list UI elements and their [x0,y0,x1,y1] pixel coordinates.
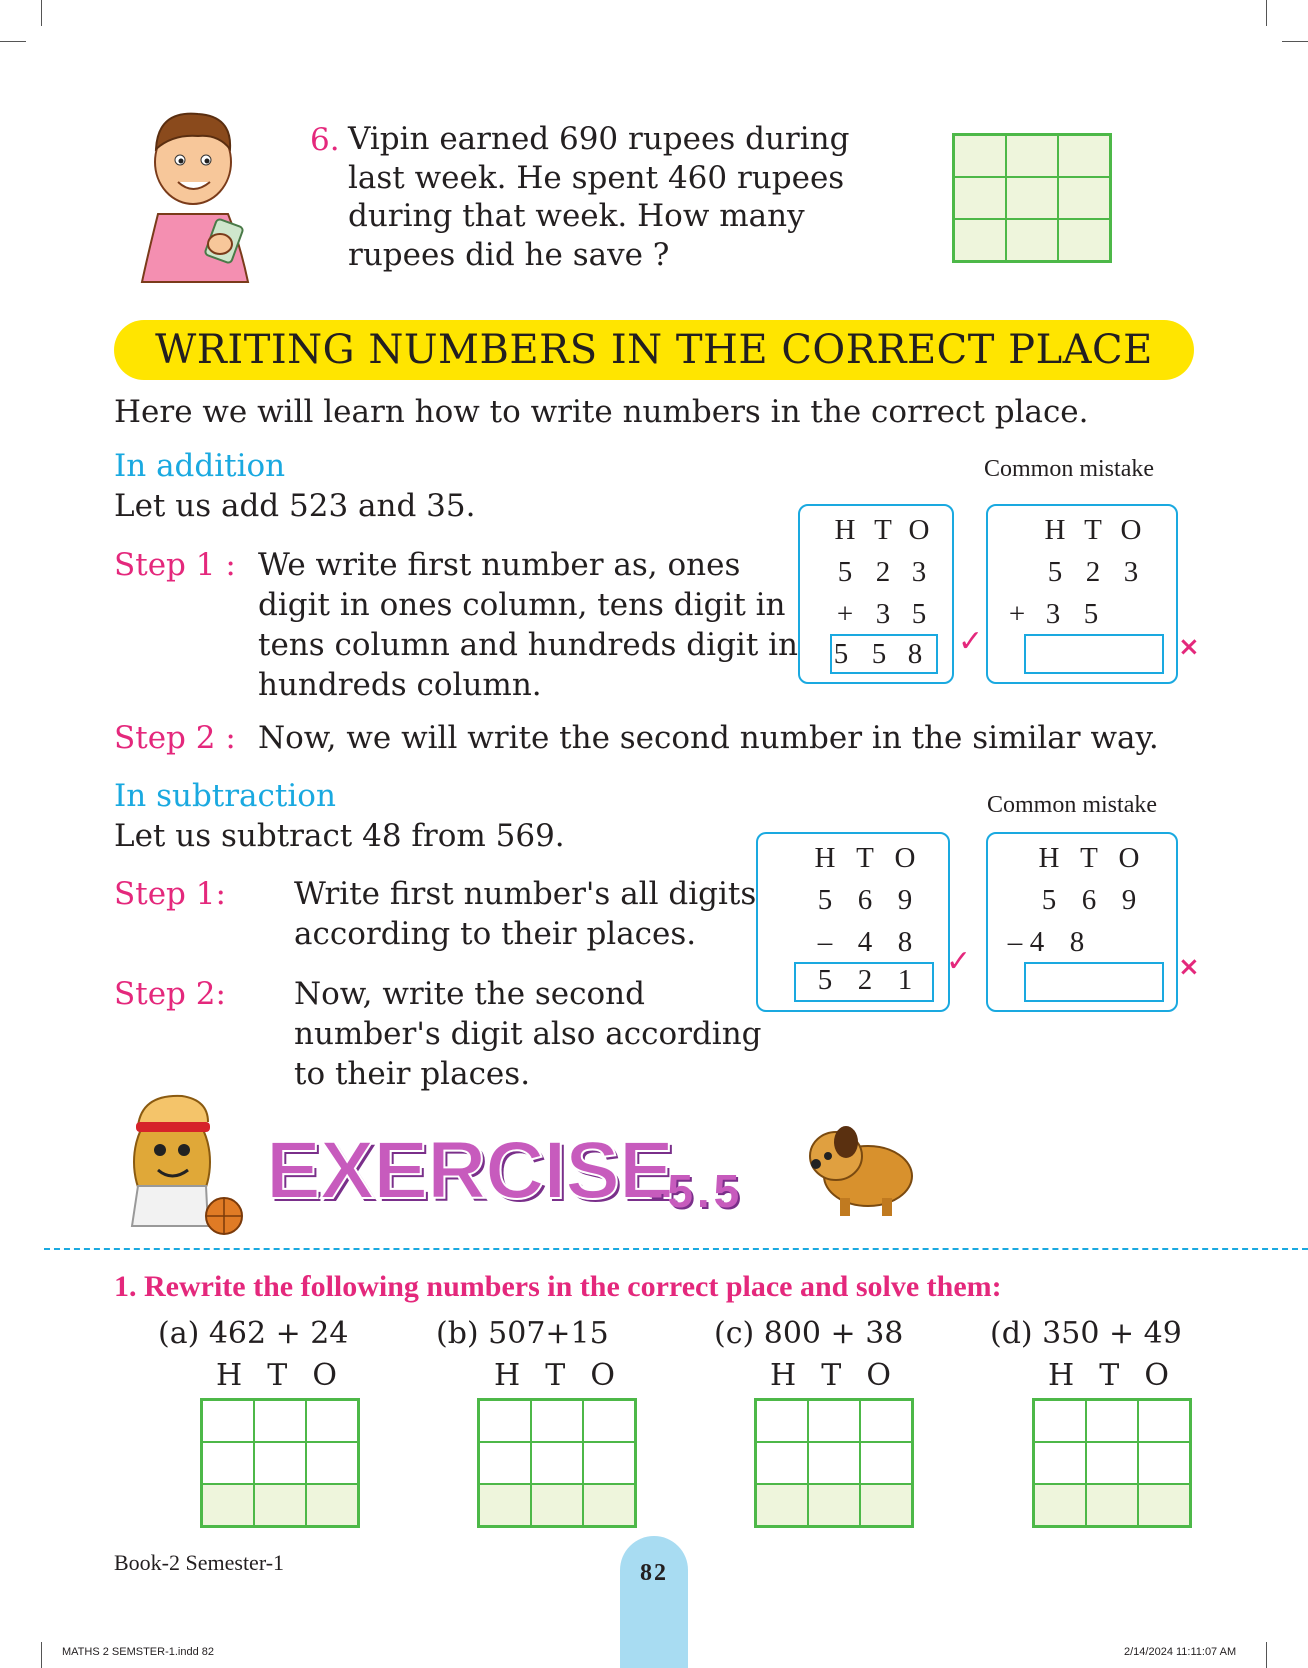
answer-grid [952,133,1112,263]
potato-mascot-illustration [112,1086,252,1242]
hto-header: H T O [494,1358,617,1393]
crop-mark [41,0,42,26]
digit: 5 [817,884,833,916]
h-label: H [1038,842,1060,874]
addition-mistake-box [986,504,1178,684]
t-label: T [874,514,892,546]
digit: 9 [1121,884,1137,916]
operator: + [836,598,854,630]
exercise-item-label: (a) 462 + 24 [158,1316,349,1351]
digit: 1 [897,964,913,996]
digit: 5 [871,638,887,670]
digit: 5 [833,638,849,670]
digit: 6 [1081,884,1097,916]
crop-mark [1266,0,1267,26]
step-2-label: Step 2 : [114,720,236,756]
operator: – [1007,926,1023,958]
file-info: MATHS 2 SEMSTER-1.indd 82 [62,1646,215,1658]
digit: 5 [1083,598,1099,630]
cross-icon: × [1178,952,1200,982]
step-1-label: Step 1 : [114,547,236,583]
addition-lead: Let us add 523 and 35. [114,488,476,524]
answer-grid [754,1398,914,1528]
exercise-item-label: (c) 800 + 38 [714,1316,904,1351]
tick-icon: ✓ [958,624,984,659]
answer-grid [200,1398,360,1528]
hto-header: H T O [216,1358,339,1393]
problem-line: during that week. How many [348,198,805,234]
step-line: We write first number as, ones [258,547,741,583]
digit: 4 [1029,926,1045,958]
crop-mark [41,1642,42,1668]
digit: 5 [1047,556,1063,588]
step-2-text: Now, we will write the second number in the similar way. [258,720,1159,756]
t-label: T [1084,514,1102,546]
digit: 8 [897,926,913,958]
subtraction-correct-box [756,832,950,1012]
step-line: digit in ones column, tens digit in [258,587,786,623]
crop-mark [1266,1642,1267,1668]
exercise-number: -5.5 [648,1165,744,1217]
exercise-item-label: (d) 350 + 49 [990,1316,1182,1351]
digit: 8 [1069,926,1085,958]
answer-box [1024,962,1164,1002]
hto-header: H T O [770,1358,893,1393]
problem-line: Vipin earned 690 rupees during [348,121,850,157]
book-label: Book-2 Semester-1 [114,1550,285,1575]
step-2-label: Step 2: [114,976,226,1012]
digit: 2 [1085,556,1101,588]
step-line: Now, write the second [294,976,645,1012]
dashed-divider [44,1248,1308,1250]
digit: 2 [857,964,873,996]
o-label: O [1118,842,1140,874]
exercise-question: 1. Rewrite the following numbers in the correct place and solve them: [114,1270,1002,1303]
subtraction-heading: In subtraction [114,778,336,814]
digit: 5 [837,556,853,588]
addition-heading: In addition [114,448,286,484]
step-1-text [258,545,798,705]
section-banner: WRITING NUMBERS IN THE CORRECT PLACE [114,320,1194,380]
cross-icon: × [1178,632,1200,662]
digit: 8 [907,638,923,670]
dog-illustration [806,1120,916,1220]
timestamp: 2/14/2024 11:11:07 AM [1124,1646,1237,1658]
h-label: H [834,514,856,546]
step-line: according to their places. [294,916,697,952]
step-line: Write first number's all digits [294,876,757,912]
boy-illustration [128,104,258,284]
problem-line: last week. He spent 460 rupees [348,159,845,196]
subtraction-mistake-box [986,832,1178,1012]
answer-grid [1032,1398,1192,1528]
o-label: O [1120,514,1142,546]
t-label: T [856,842,874,874]
addition-correct-box [798,504,954,684]
answer-box [1024,634,1164,674]
t-label: T [1080,842,1098,874]
crop-mark [1282,41,1308,42]
hto-header: H T O [1048,1358,1171,1393]
problem-number: 6. [310,122,340,158]
h-label: H [1044,514,1066,546]
step-line: tens column and hundreds digit in [258,627,799,663]
digit: 4 [857,926,873,958]
subtraction-lead: Let us subtract 48 from 569. [114,818,565,854]
step-line: to their places. [294,1056,531,1092]
digit: 3 [1045,598,1061,630]
digit: 2 [875,556,891,588]
intro-text: Here we will learn how to write numbers in the correct place. [114,394,1089,430]
o-label: O [894,842,916,874]
digit: 3 [875,598,891,630]
digit: 5 [911,598,927,630]
step-line: hundreds column. [258,667,542,703]
answer-grid [477,1398,637,1528]
page-number-tab [620,1536,688,1668]
digit: 5 [1041,884,1057,916]
step-2-text [294,974,762,1094]
exercise-item-label: (b) 507+15 [436,1316,609,1351]
common-mistake-label: Common mistake [987,792,1157,818]
crop-mark [0,41,26,42]
digit: 6 [857,884,873,916]
exercise-title: EXERCISE [266,1125,673,1216]
tick-icon: ✓ [946,944,972,979]
digit: 3 [1123,556,1139,588]
common-mistake-label: Common mistake [984,456,1154,482]
h-label: H [814,842,836,874]
o-label: O [908,514,930,546]
digit: 9 [897,884,913,916]
step-1-text [294,874,756,954]
operator: – [817,926,833,958]
step-line: number's digit also according [294,1016,762,1052]
digit: 3 [911,556,927,588]
problem-line: rupees did he save ? [348,236,670,273]
step-1-label: Step 1: [114,876,226,912]
operator: + [1008,598,1026,630]
digit: 5 [817,964,833,996]
page-number: 82 [640,1560,668,1586]
